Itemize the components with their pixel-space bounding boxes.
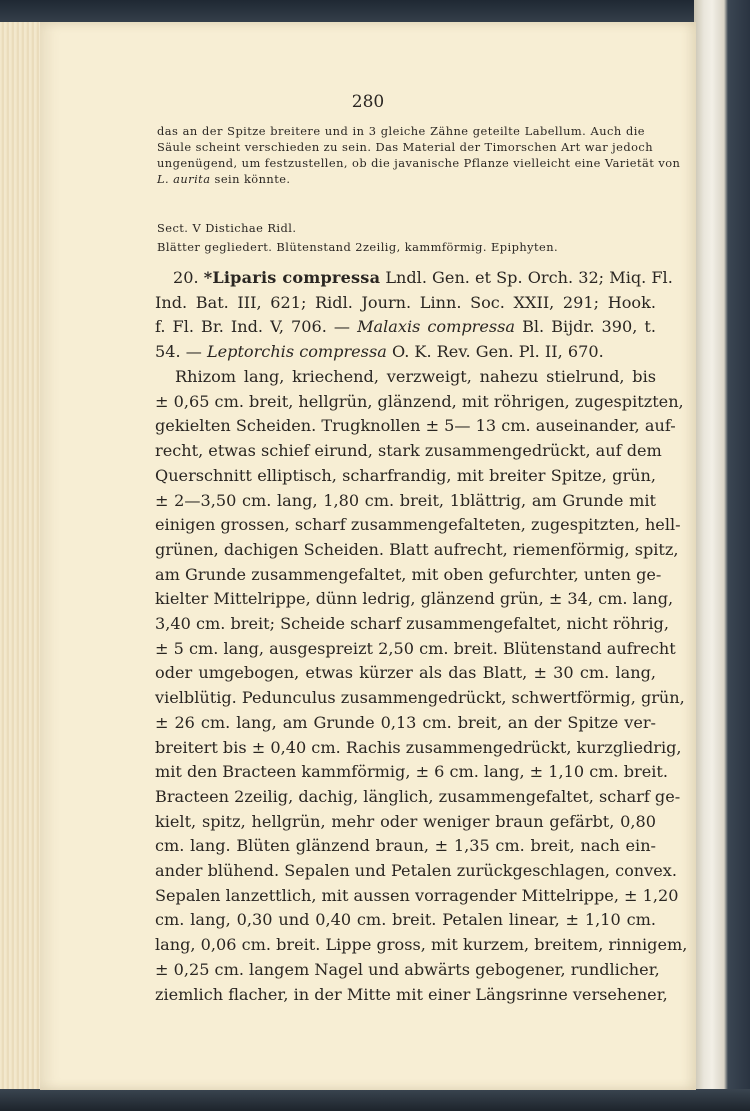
intro-line: Säule scheint verschieden zu sein. Das Material der Timorschen Art war jedoch bbox=[157, 140, 654, 154]
description-line: kielter Mittelrippe, dünn ledrig, glänzend grün, ± 34, cm. lang, bbox=[155, 589, 674, 609]
description-line: vielblütig. Pedunculus zusammengedrückt, schwertförmig, grün, bbox=[155, 688, 685, 708]
book-right-edge bbox=[694, 0, 750, 1111]
section-heading: Sect. V Distichae Ridl. bbox=[157, 221, 297, 235]
citation-line: Ind. Bat. III, 621; Ridl. Journ. Linn. Soc. XXII, 291; Hook. bbox=[155, 292, 656, 312]
description-line: ziemlich flacher, in der Mitte mit einer Längsrinne versehener, bbox=[155, 984, 668, 1004]
citation-text: Lndl. Gen. et Sp. Orch. 32; Miq. Fl. bbox=[385, 268, 673, 287]
intro-line-rest: sein könnte. bbox=[210, 172, 291, 186]
description-line: oder umgebogen, etwas kürzer als das Blatt, ± 30 cm. lang, bbox=[155, 663, 656, 683]
description-line: gekielten Scheiden. Trugknollen ± 5— 13 cm. auseinander, auf- bbox=[155, 416, 676, 436]
synonym-name: Leptorchis compressa bbox=[206, 342, 387, 362]
citation-text: 54. — bbox=[155, 342, 202, 362]
description-line: recht, etwas schief eirund, stark zusammengedrückt, auf dem bbox=[155, 441, 662, 461]
description-line: Rhizom lang, kriechend, verzweigt, nahezu stielrund, bis bbox=[175, 367, 656, 386]
citation-text: O. K. Rev. Gen. Pl. II, 670. bbox=[391, 342, 604, 362]
description-line: am Grunde zusammengefaltet, mit oben gefurchter, unten ge- bbox=[155, 564, 662, 584]
citation-text: Bl. Bijdr. 390, t. bbox=[522, 317, 656, 337]
description-line: ± 26 cm. lang, am Grunde 0,13 cm. breit, an der Spitze ver- bbox=[155, 712, 656, 732]
book-bottom-edge bbox=[0, 1089, 750, 1111]
description-line: 3,40 cm. breit; Scheide scharf zusammengefaltet, nicht röhrig, bbox=[155, 614, 669, 634]
genus-abbrev: L. aurita bbox=[157, 172, 211, 186]
citation-text: f. Fl. Br. Ind. V, 706. — bbox=[155, 317, 351, 337]
synonym-name: Malaxis compressa bbox=[357, 317, 516, 337]
page-number: 280 bbox=[351, 92, 385, 112]
intro-line: das an der Spitze breitere und in 3 gleiche Zähne geteilte Labellum. Auch die bbox=[157, 124, 645, 138]
intro-line: ungenügend, um festzustellen, ob die javanische Pflanze vielleicht eine Varietät von bbox=[157, 156, 681, 170]
species-name: *Liparis compressa bbox=[203, 268, 381, 287]
citation-line bbox=[155, 340, 656, 365]
citation-line bbox=[155, 315, 656, 340]
species-number: 20. bbox=[173, 268, 199, 287]
description-line: lang, 0,06 cm. breit. Lippe gross, mit kurzem, breitem, rinnigem, bbox=[155, 935, 688, 955]
description-line: ± 5 cm. lang, ausgespreizt 2,50 cm. breit. Blütenstand aufrecht bbox=[155, 638, 676, 658]
description-line: ± 2—3,50 cm. lang, 1,80 cm. breit, 1blättrig, am Grunde mit bbox=[155, 490, 656, 510]
description-line: ander blühend. Sepalen und Petalen zurückgeschlagen, convex. bbox=[155, 861, 677, 881]
description-line: kielt, spitz, hellgrün, mehr oder weniger braun gefärbt, 0,80 bbox=[155, 811, 656, 831]
section-description: Blätter gegliedert. Blütenstand 2zeilig, kammförmig. Epiphyten. bbox=[157, 240, 559, 254]
intro-paragraph bbox=[157, 123, 681, 187]
description-line: breitert bis ± 0,40 cm. Rachis zusammengedrückt, kurzgliedrig, bbox=[155, 737, 682, 757]
citation-line bbox=[155, 266, 673, 291]
species-citation bbox=[155, 266, 673, 365]
description-line: einigen grossen, scharf zusammengefalteten, zugespitzten, hell- bbox=[155, 515, 681, 535]
description-line: grünen, dachigen Scheiden. Blatt aufrecht, riemenförmig, spitz, bbox=[155, 539, 679, 559]
description-line: ± 0,25 cm. langem Nagel und abwärts gebogener, rundlicher, bbox=[155, 959, 660, 979]
description-line: Sepalen lanzettlich, mit aussen vorragender Mittelrippe, ± 1,20 bbox=[155, 885, 679, 905]
description-line: mit den Bracteen kammförmig, ± 6 cm. lang, ± 1,10 cm. breit. bbox=[155, 762, 668, 782]
description-line: Bracteen 2zeilig, dachig, länglich, zusammengefaltet, scharf ge- bbox=[155, 786, 681, 806]
description-paragraph bbox=[155, 365, 688, 1007]
description-line: cm. lang. Blüten glänzend braun, ± 1,35 cm. breit, nach ein- bbox=[155, 836, 656, 856]
intro-line bbox=[157, 171, 645, 187]
description-line: Querschnitt elliptisch, scharfrandig, mit breiter Spitze, grün, bbox=[155, 465, 656, 485]
description-line: cm. lang, 0,30 und 0,40 cm. breit. Petalen linear, ± 1,10 cm. bbox=[155, 910, 656, 930]
description-line: ± 0,65 cm. breit, hellgrün, glänzend, mit röhrigen, zugespitzten, bbox=[155, 391, 684, 411]
